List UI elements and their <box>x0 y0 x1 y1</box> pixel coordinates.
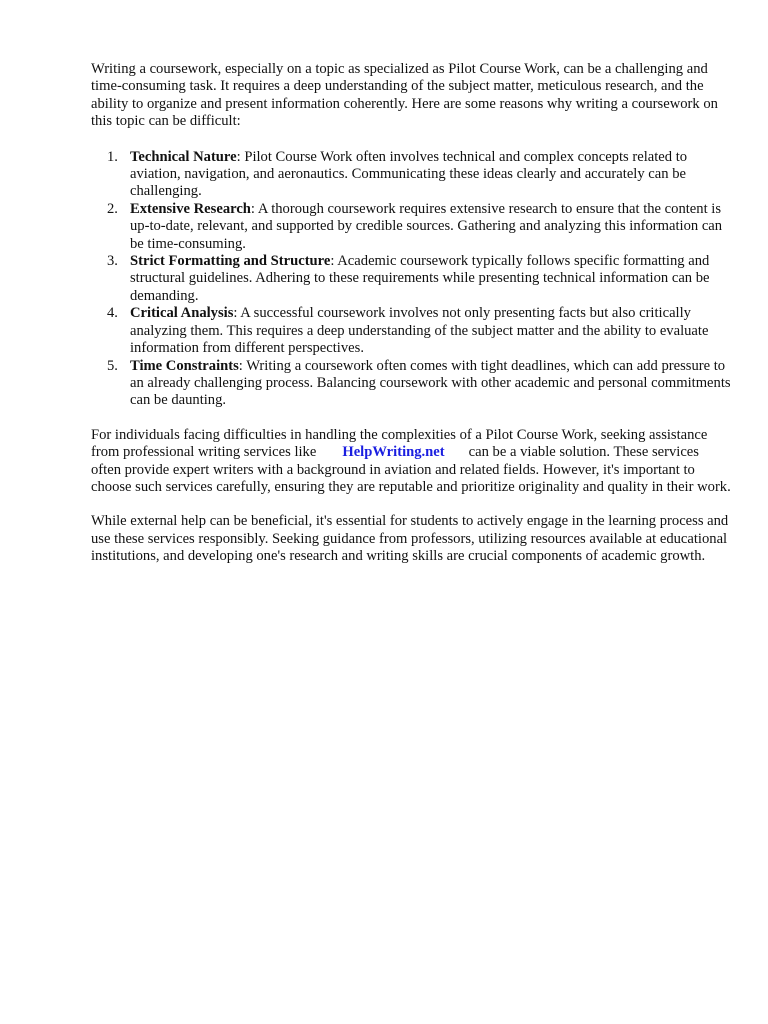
list-text: : Pilot Course Work often involves technical and complex concepts related to aviation, navigation, and aeronautics. Communicating these ideas clearly and accurately can be challenging. <box>130 148 688 200</box>
intro-paragraph: Writing a coursework, especially on a topic as specialized as Pilot Course Work, can be a challenging and time-consuming task. It requires a deep understanding of the subject matter, meticulous research, and the ability to organize and present information coherently. Here are some reasons why writing a coursework on this topic can be difficult: <box>91 61 718 130</box>
reasons-list <box>91 149 731 410</box>
list-item <box>91 358 731 410</box>
list-item <box>91 305 731 357</box>
list-number: 2. <box>107 200 118 217</box>
help-text-before: For individuals facing difficulties in handling the complexities of a Pilot Course Work, seeking assistance from professional writing services like <box>91 426 708 461</box>
list-term: Strict Formatting and Structure <box>130 253 331 270</box>
help-paragraph <box>91 427 731 497</box>
list-text: : Writing a coursework often comes with tight deadlines, which can add pressure to an already challenging process. Balancing coursework with other academic and personal commitments can be daunting. <box>130 357 731 409</box>
list-text: : A successful coursework involves not only presenting facts but also critically analyzing them. This requires a deep understanding of the subject matter and the ability to evaluate information from different perspectives. <box>130 305 709 357</box>
list-text: : A thorough coursework requires extensive research to ensure that the content is up-to-date, relevant, and supported by credible sources. Gathering and analyzing this information can be time-consuming. <box>130 200 723 252</box>
help-text-after: can be a viable solution. These services often provide expert writers with a background in aviation and related fields. However, it's important to choose such services carefully, ensuring they are reputable and prioritize originality and quality in their work. <box>91 444 731 495</box>
list-number: 5. <box>107 357 118 374</box>
list-item <box>91 149 731 201</box>
list-number: 1. <box>107 148 118 165</box>
closing-paragraph: While external help can be beneficial, it's essential for students to actively engage in the learning process and use these services responsibly. Seeking guidance from professors, utilizing resources available at educational institutions, and developing one's research and writing skills are crucial components of academic growth. <box>91 513 729 565</box>
list-item <box>91 201 731 253</box>
helpwriting-link[interactable]: HelpWriting.net <box>342 444 445 461</box>
list-term: Technical Nature <box>130 148 237 165</box>
list-number: 4. <box>107 305 118 322</box>
list-text: : Academic coursework typically follows specific formatting and structural guidelines. Adhering to these requirements while presenting technical information can be demanding. <box>130 253 710 304</box>
document-page <box>91 61 731 566</box>
list-number: 3. <box>107 253 118 270</box>
list-term: Critical Analysis <box>130 305 234 322</box>
list-item <box>91 253 731 305</box>
list-term: Time Constraints <box>130 357 239 374</box>
list-term: Extensive Research <box>130 200 251 217</box>
